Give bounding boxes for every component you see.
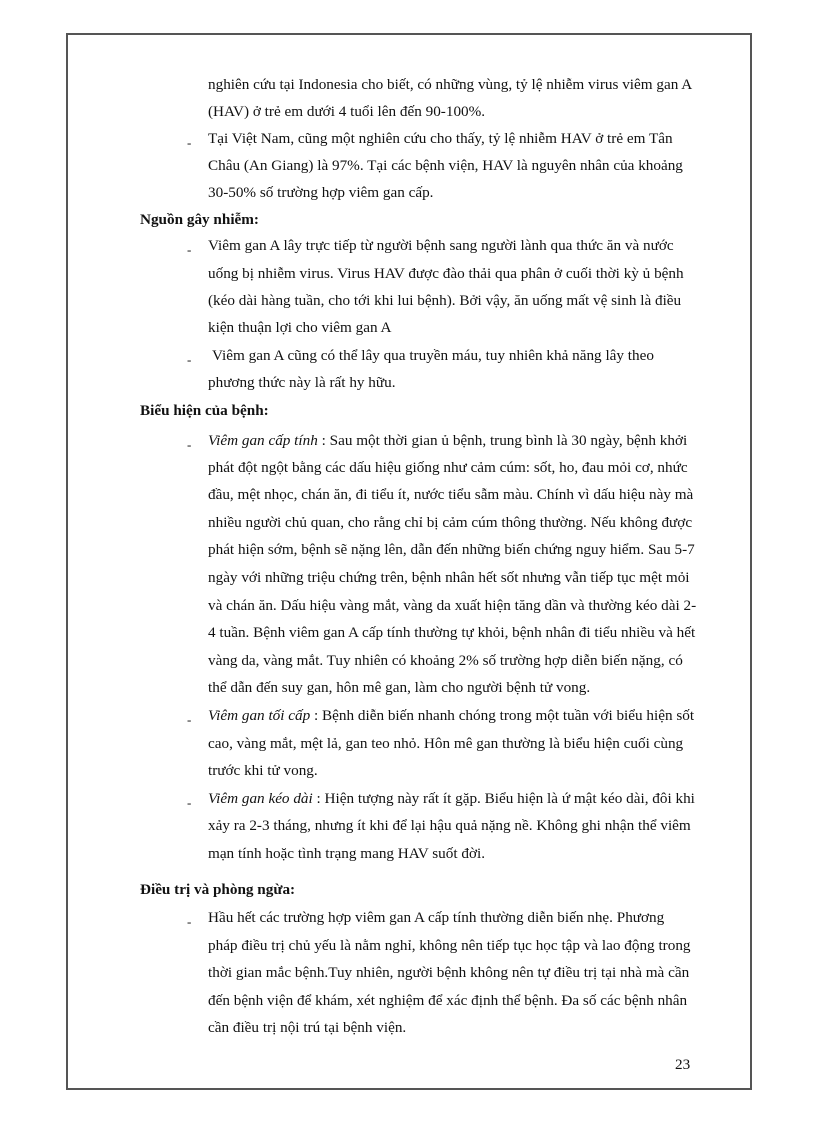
bullet-dash: - — [187, 437, 192, 452]
bullet-dash: - — [187, 242, 192, 257]
bullet-dash: - — [187, 135, 192, 150]
text-line: và chán ăn. Dấu hiệu vàng mắt, vàng da xuất hiện tăng dần và thường kéo dài 2- — [208, 597, 697, 614]
term-fulminant: Viêm gan tối cấp — [208, 707, 311, 724]
text-line: xảy ra 2-3 tháng, nhưng ít khi để lại hậu quả nặng nề. Không ghi nhận thể viêm — [208, 817, 691, 834]
text-span: : Hiện tượng này rất ít gặp. Biểu hiện là ứ mật kéo dài, đôi khi — [312, 790, 695, 807]
bullet-dash: - — [187, 712, 192, 727]
text-line: phát hiện sớm, bệnh sẽ nặng lên, dẫn đến những biến chứng nguy hiểm. Sau 5-7 — [208, 541, 695, 558]
section-heading-treatment: Điều trị và phòng ngừa: — [140, 881, 296, 898]
text-line: mạn tính hoặc tình trạng mang HAV suốt đời. — [208, 845, 486, 862]
term-prolonged: Viêm gan kéo dài — [208, 790, 313, 807]
text-line: ngày với những triệu chứng trên, bệnh nhân hết sốt nhưng vẫn tiếp tục mệt mỏi — [208, 569, 690, 586]
text-line: Tại Việt Nam, cũng một nghiên cứu cho thấy, tỷ lệ nhiễm HAV ở trẻ em Tân — [208, 130, 673, 147]
bullet-dash: - — [187, 795, 192, 810]
text-line: 30-50% số trường hợp viêm gan cấp. — [208, 184, 434, 201]
text-line: thời gian mắc bệnh.Tuy nhiên, người bệnh không nên tự điều trị tại nhà mà cần — [208, 964, 690, 981]
section-heading-source: Nguồn gây nhiễm: — [140, 211, 259, 228]
text-line: nghiên cứu tại Indonesia cho biết, có những vùng, tỷ lệ nhiễm virus viêm gan A — [208, 76, 693, 93]
bullet-dash: - — [187, 914, 192, 929]
text-line: kiện thuận lợi cho viêm gan A — [208, 319, 392, 336]
text-line: (kéo dài hàng tuần, cho tới khi lui bệnh). Bởi vậy, ăn uống mất vệ sinh là điều — [208, 292, 682, 309]
term-acute: Viêm gan cấp tính — [208, 432, 318, 449]
text-line: thể dẫn đến suy gan, hôn mê gan, làm cho người bệnh tử vong. — [208, 679, 591, 696]
section-heading-symptoms: Biểu hiện của bệnh: — [140, 402, 269, 419]
text-line: cần điều trị nội trú tại bệnh viện. — [208, 1019, 407, 1036]
text-line: đầu, mệt nhọc, chán ăn, đi tiểu ít, nước tiểu sẫm màu. Chính vì dấu hiệu này mà — [208, 486, 694, 503]
text-line: (HAV) ở trẻ em dưới 4 tuổi lên đến 90-100%. — [208, 103, 486, 120]
text-line: Viêm gan A lây trực tiếp từ người bệnh sang người lành qua thức ăn và nước — [208, 237, 674, 254]
text-line: phương thức này là rất hy hữu. — [208, 374, 396, 391]
text-line: phát đột ngột bằng các dấu hiệu giống như cảm cúm: sốt, ho, đau mỏi cơ, nhức — [208, 459, 688, 476]
text-line: 4 tuần. Bệnh viêm gan A cấp tính thường tự khỏi, bệnh nhân đi tiểu nhiều và hết — [208, 624, 696, 641]
text-line: Viêm gan A cũng có thể lây qua truyền máu, tuy nhiên khả năng lây theo — [212, 347, 654, 364]
text-span: : Sau một thời gian ủ bệnh, trung bình là 30 ngày, bệnh khởi — [317, 432, 688, 449]
text-line: pháp điều trị chủ yếu là nằm nghỉ, không nên tiếp tục học tập và lao động trong — [208, 937, 691, 954]
text-line: uống bị nhiễm virus. Virus HAV được đào thải qua phân ở cuối thời kỳ ủ bệnh — [208, 265, 684, 282]
text-line — [208, 789, 695, 809]
page-number: 23 — [675, 1056, 691, 1073]
text-line: nhiều người chủ quan, cho rằng chỉ bị cảm cúm thông thường. Nếu không được — [208, 514, 693, 531]
text-line: vàng da, vàng mắt. Tuy nhiên có khoảng 2% số trường hợp diễn biến nặng, có — [208, 652, 683, 669]
text-line: Hầu hết các trường hợp viêm gan A cấp tính thường diễn biến nhẹ. Phương — [208, 909, 665, 926]
text-line: trước khi tử vong. — [208, 762, 318, 779]
bullet-dash: - — [187, 352, 192, 367]
text-span: : Bệnh diễn biến nhanh chóng trong một tuần với biểu hiện sốt — [310, 707, 695, 724]
text-line — [208, 431, 687, 451]
text-line: cao, vàng mắt, mệt lả, gan teo nhỏ. Hôn mê gan thường là biểu hiện cuối cùng — [208, 735, 684, 752]
text-line — [208, 706, 694, 726]
text-line: đến bệnh viện để khám, xét nghiệm để xác định thể bệnh. Đa số các bệnh nhân — [208, 992, 688, 1009]
text-line: Châu (An Giang) là 97%. Tại các bệnh viện, HAV là nguyên nhân của khoảng — [208, 157, 683, 174]
